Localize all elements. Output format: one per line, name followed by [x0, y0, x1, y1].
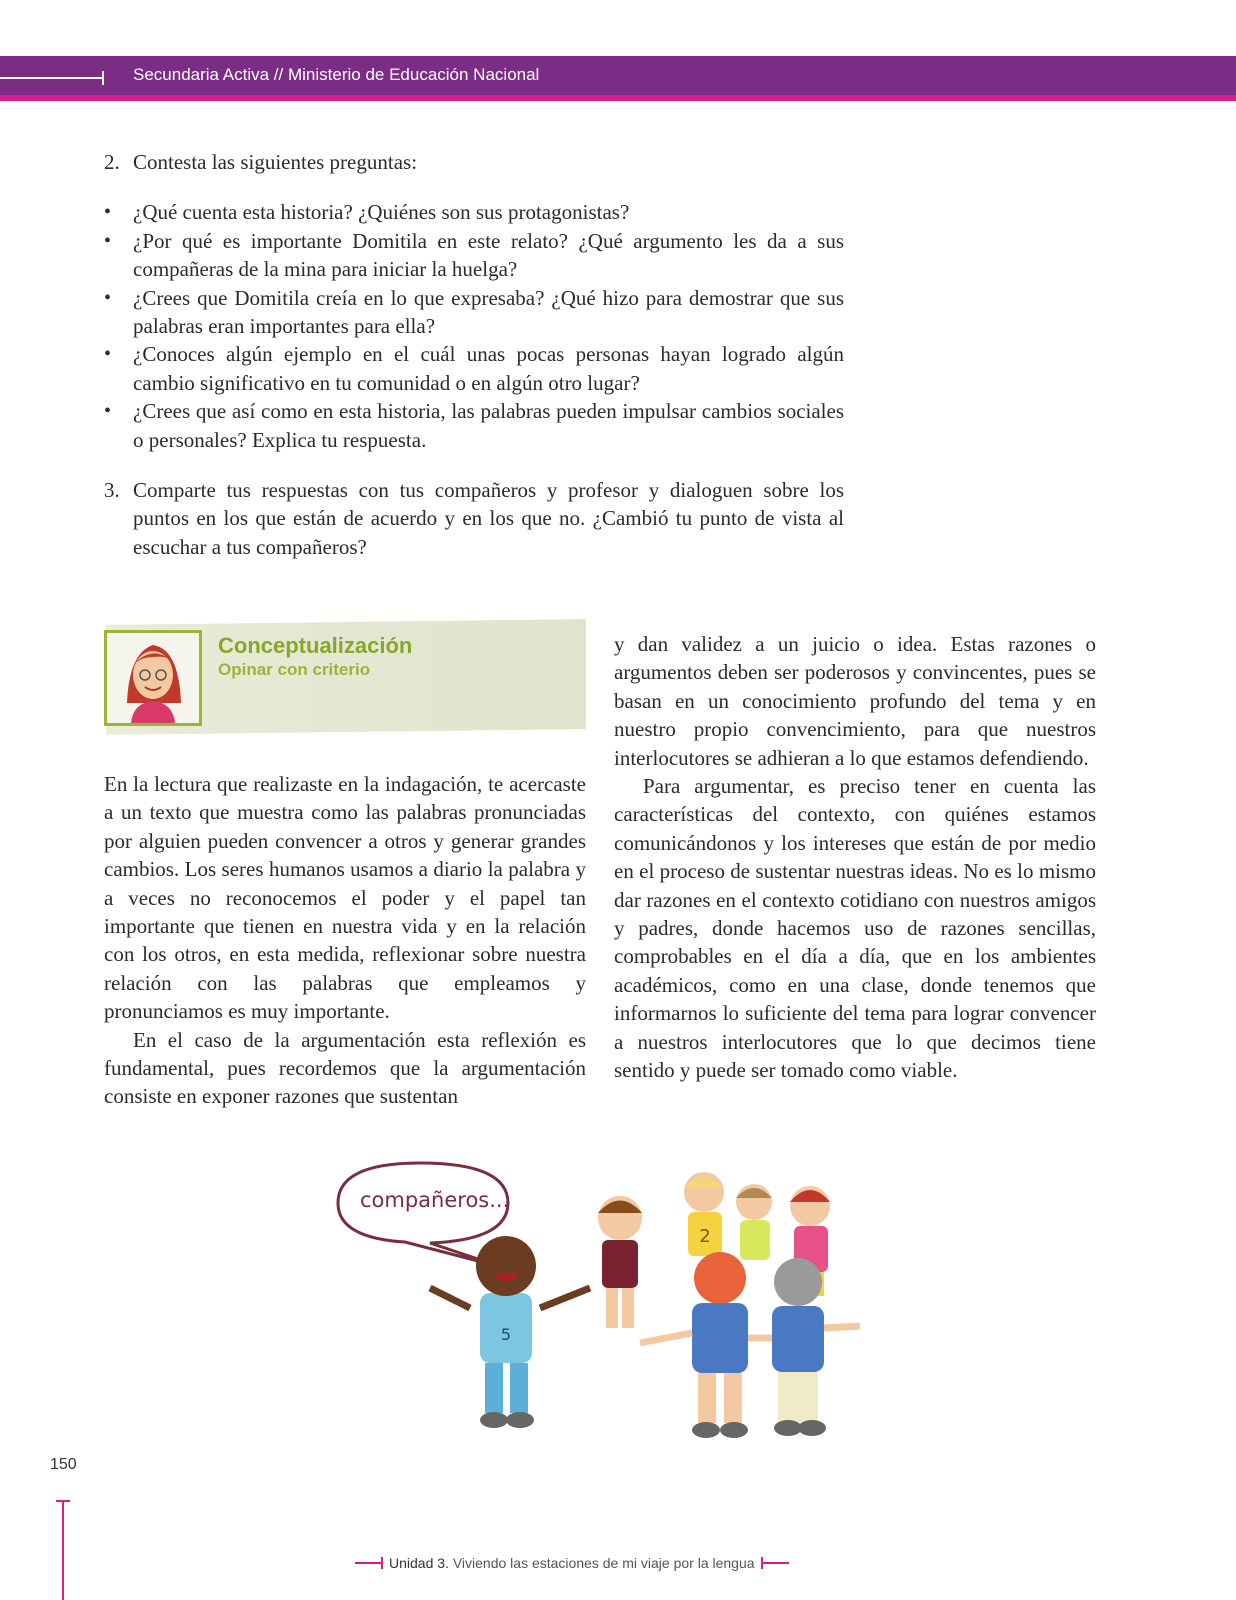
- page-number: 150: [50, 1456, 77, 1473]
- question-item-3: [104, 476, 844, 561]
- list-item-text: ¿Conoces algún ejemplo en el cuál unas pocas personas hayan logrado algún cambio significativo en tu comunidad o en algún otro lugar?: [133, 342, 844, 395]
- section-title: Conceptualización: [218, 633, 413, 658]
- speech-bubble-text: compañeros...: [360, 1188, 510, 1212]
- kids-group: [598, 1172, 860, 1438]
- svg-text:2: 2: [699, 1226, 711, 1247]
- item-text: Comparte tus respuestas con tus compañeros y profesor y dialoguen sobre los puntos en los que están de acuerdo y en los que no. ¿Cambió tu punto de vista al escuchar a tus compañeros?: [133, 478, 844, 559]
- bullet-icon: •: [104, 201, 112, 224]
- margin-rule: [62, 1500, 64, 1600]
- list-item: [104, 284, 844, 341]
- paragraph: En el caso de la argumentación esta reflexión es fundamental, pues recordemos que la argumentación consiste en exponer razones que sustentan: [104, 1027, 586, 1109]
- header-rule: [0, 77, 104, 79]
- questions-section: [104, 148, 844, 561]
- bullet-icon: •: [104, 286, 112, 309]
- paragraph: y dan validez a un juicio o idea. Estas razones o argumentos deben ser poderosos y convincentes, pues se basan en un conocimiento profundo del tema y en nuestro propio convencimiento, para que nuestros interlocutores se adhieran a lo que estamos defendiendo.: [614, 632, 1096, 770]
- svg-text:5: 5: [500, 1325, 512, 1344]
- body-column-left: [104, 770, 586, 1111]
- footer-rule-right: [761, 1562, 789, 1564]
- footer-title: Viviendo las estaciones de mi viaje por la lengua: [452, 1555, 755, 1571]
- margin-rule-tick: [56, 1500, 70, 1502]
- paragraph: En la lectura que realizaste en la indagación, te acercaste a un texto que muestra como las palabras pronunciadas por alguien pueden convencer a otros y generar grandes cambios. Los seres humanos usamos a diario la palabra y a veces no reconocemos el poder y el papel tan importante que tienen en nuestra vida y en la relación con los otros, en esta medida, reflexionar sobre nuestra relación con las palabras que empleamos y pronunciamos es muy importante.: [104, 772, 586, 1024]
- section-subtitle: Opinar con criterio: [218, 660, 371, 679]
- item-number: 2.: [104, 150, 120, 174]
- paragraph: Para argumentar, es preciso tener en cuenta las características del contexto, con quiénes estamos comunicándonos y los intereses que están de por medio en el proceso de sustentar nuestras ideas. No es lo mismo dar razones en el contexto cotidiano con nuestros amigos y padres, donde hacemos uso de razones sencillas, comprobables en el día a día, que en los ambientes académicos, como en una clase, donde tenemos que informarnos lo suficiente del tema para lograr convencer a nuestros interlocutores que lo que decimos tiene sentido y puede ser tomado como viable.: [614, 774, 1096, 1083]
- question-bullet-list: [104, 198, 844, 454]
- teacher-avatar-icon: [107, 633, 199, 723]
- boy-figure: [430, 1236, 590, 1428]
- list-item: [104, 397, 844, 454]
- list-item-text: ¿Qué cuenta esta historia? ¿Quiénes son sus protagonistas?: [133, 200, 630, 225]
- footer: [355, 1555, 789, 1571]
- bullet-icon: •: [104, 229, 112, 252]
- footer-unit: Unidad 3.: [389, 1555, 449, 1571]
- header-rule-tick: [102, 71, 104, 85]
- question-item-2: [104, 148, 844, 176]
- header-accent-stripe: [0, 95, 1236, 101]
- body-column-right: [614, 630, 1096, 1085]
- list-item-text: ¿Por qué es importante Domitila en este relato? ¿Qué argumento les da a sus compañeras de la mina para iniciar la huelga?: [133, 228, 844, 282]
- list-item-text: ¿Crees que así como en esta historia, las palabras pueden impulsar cambios sociales o personales? Explica tu respuesta.: [133, 399, 844, 452]
- list-item-text: ¿Crees que Domitila creía en lo que expresaba? ¿Qué hizo para demostrar que sus palabras eran importantes para ella?: [133, 285, 844, 339]
- header-title: Secundaria Activa // Ministerio de Educación Nacional: [133, 65, 540, 84]
- list-item: [104, 340, 844, 397]
- footer-rule-left: [355, 1562, 383, 1564]
- item-number: 3.: [104, 478, 120, 503]
- bullet-icon: •: [104, 400, 112, 423]
- list-item: [104, 198, 844, 226]
- item-text: Contesta las siguientes preguntas:: [133, 150, 418, 174]
- list-item: [104, 227, 844, 284]
- teacher-avatar: [104, 630, 202, 726]
- footer-label: [383, 1555, 761, 1571]
- bullet-icon: •: [104, 343, 112, 366]
